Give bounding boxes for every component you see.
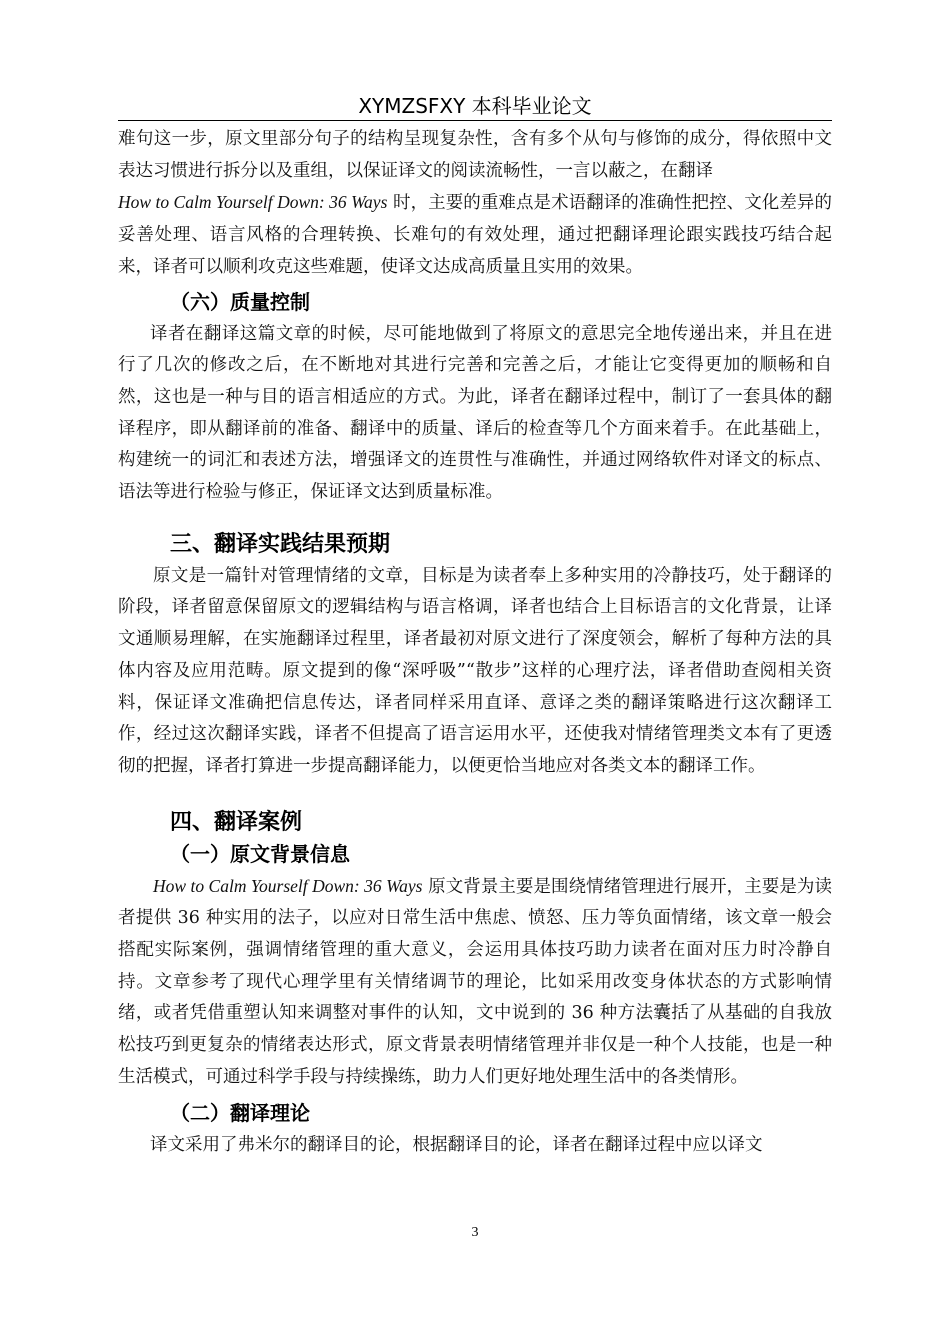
paragraph-translation-difficulties — [118, 124, 832, 284]
paragraph-text: 时，主要的重难点是术语翻译的准确性把控、文化差异的妥善处理、语言风格的合理转换、长难句的有效处理，通过把翻译理论跟实践技巧结合起来，译者可以顺利攻克这些难题，使译文达成高质量且实用的效果。 — [118, 193, 832, 277]
paragraph-quality-control: 译者在翻译这篇文章的时候，尽可能地做到了将原文的意思完全地传递出来，并且在进行了几次的修改之后，在不断地对其进行完善和完善之后，才能让它变得更加的顺畅和自然，这也是一种与目的语言相适应的方式。为此，译者在翻译过程中，制订了一套具体的翻译程序，即从翻译前的准备、翻译中的质量、译后的检查等几个方面来着手。在此基础上，构建统一的词汇和表述方法，增强译文的连贯性与准确性，并通过网络软件对译文的标点、语法等进行检验与修正，保证译文达到质量标准。 — [118, 323, 832, 503]
paragraph-translation-theory: 译文采用了弗米尔的翻译目的论，根据翻译目的论，译者在翻译过程中应以译文 — [150, 1134, 763, 1155]
header-rule — [118, 120, 832, 121]
page-body — [118, 124, 832, 1161]
heading-translation-theory: （二）翻译理论 — [170, 1100, 310, 1125]
heading-section-3: 三、翻译实践结果预期 — [170, 531, 391, 557]
paragraph-source-background — [118, 871, 832, 1094]
heading-source-background: （一）原文背景信息 — [170, 841, 350, 866]
source-title: How to Calm Yourself Down: 36 Ways — [153, 875, 423, 896]
paragraph-text: 难句这一步，原文里部分句子的结构呈现复杂性，含有多个从句与修饰的成分，得依照中文表达习惯进行拆分以及重组，以保证译文的阅读流畅性，一言以蔽之，在翻译 — [118, 129, 832, 181]
heading-quality-control: （六）质量控制 — [170, 289, 310, 314]
page-number: 3 — [471, 1225, 479, 1240]
running-header: XYMZSFXY 本科毕业论文 — [358, 94, 592, 118]
paragraph-text: 原文背景主要是围绕情绪管理进行展开，主要是为读者提供 36 种实用的法子，以应对日常生活中焦虑、愤怒、压力等负面情绪，该文章一般会搭配实际案例，强调情绪管理的重大意义，会运用具体技巧助力读者在面对压力时冷静自持。文章参考了现代心理学里有关情绪调节的理论，比如采用改变身体状态的方式影响情绪，或者凭借重塑认知来调整对事件的认知，文中说到的 36 种方法囊括了从基础的自我放松技巧到更复杂的情绪表达形式，原文背景表明情绪管理并非仅是一种个人技能，也是一种生活模式，可通过科学手段与持续操练，助力人们更好地处理生活中的各类情形。 — [118, 876, 833, 1087]
paragraph-expected-results: 原文是一篇针对管理情绪的文章，目标是为读者奉上多种实用的冷静技巧，处于翻译的阶段，译者留意保留原文的逻辑结构与语言格调，译者也结合上目标语言的文化背景，让译文通顺易理解，在实施翻译过程里，译者最初对原文进行了深度领会，解析了每种方法的具体内容及应用范畴。原文提到的像“深呼吸”“散步”这样的心理疗法，译者借助查阅相关资料，保证译文准确把信息传达，译者同样采用直译、意译之类的翻译策略进行这次翻译工作，经过这次翻译实践，译者不但提高了语言运用水平，还使我对情绪管理类文本有了更透彻的把握，译者打算进一步提高翻译能力，以便更恰当地应对各类文本的翻译工作。 — [118, 565, 832, 776]
heading-section-4: 四、翻译案例 — [170, 809, 303, 835]
source-title: How to Calm Yourself Down: 36 Ways — [118, 192, 388, 213]
